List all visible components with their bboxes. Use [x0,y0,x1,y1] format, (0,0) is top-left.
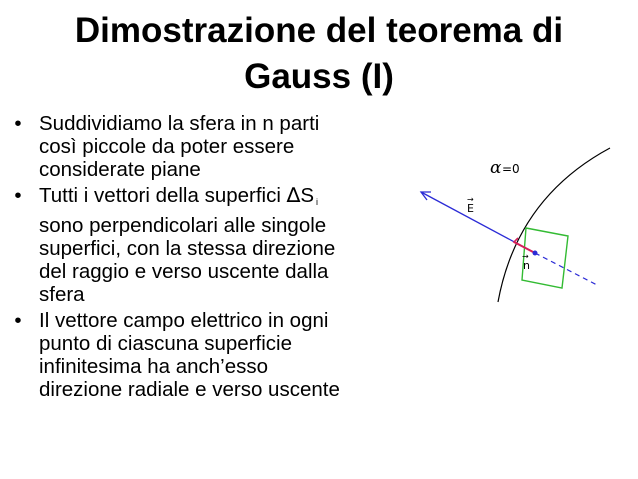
bullet-1-line-3: considerate piane [39,158,201,181]
vector-n-label: n [523,259,530,272]
alpha-value: =0 [502,162,520,176]
bullet-dot: • [14,184,22,207]
surface-center-dot [533,251,538,256]
bullet-1-line-1: Suddividiamo la sfera in n parti [39,112,320,135]
bullet-3-line-1: Il vettore campo elettrico in ogni [39,309,329,332]
bullet-dot: • [14,309,22,332]
bullet-2-line-4: del raggio e verso uscente dalla [39,260,329,283]
alpha-symbol: α [490,158,502,178]
bullet-3-line-3: infinitesima ha anch’esso [39,355,269,378]
bullet-list [8,112,413,404]
gauss-figure [412,140,622,310]
vector-e-label: E [467,202,474,215]
delta-symbol: ∆ [286,183,301,207]
bullet-3-line-2: punto di ciascuna superficie [39,332,292,355]
bullet-2-line-5: sfera [39,283,85,306]
surface-letter: S [300,184,315,207]
bullet-1-line-2: così piccole da poter essere [39,135,295,158]
vector-e-arrow: → [467,195,474,204]
bullet-item-2 [8,184,413,306]
vector-n-arrow: → [522,252,529,261]
title-line-2: Gauss (I) [244,57,394,96]
slide-title [30,8,608,100]
bullet-2-line-2: sono perpendicolari alle singole [39,214,327,237]
title-line-1: Dimostrazione del teorema di [74,11,564,50]
bullet-3-line-4: direzione radiale e verso uscente [39,378,340,401]
bullet-item-3 [8,309,413,401]
bullet-dot: • [14,112,22,135]
bullet-2-prefix: Tutti i vettori della superfici [39,184,287,207]
bullet-2-line-3: superfici, con la stessa direzione [39,237,336,260]
bullet-2-line-1 [39,184,413,214]
subscript-i: i [316,197,319,207]
bullet-item-1 [8,112,413,181]
